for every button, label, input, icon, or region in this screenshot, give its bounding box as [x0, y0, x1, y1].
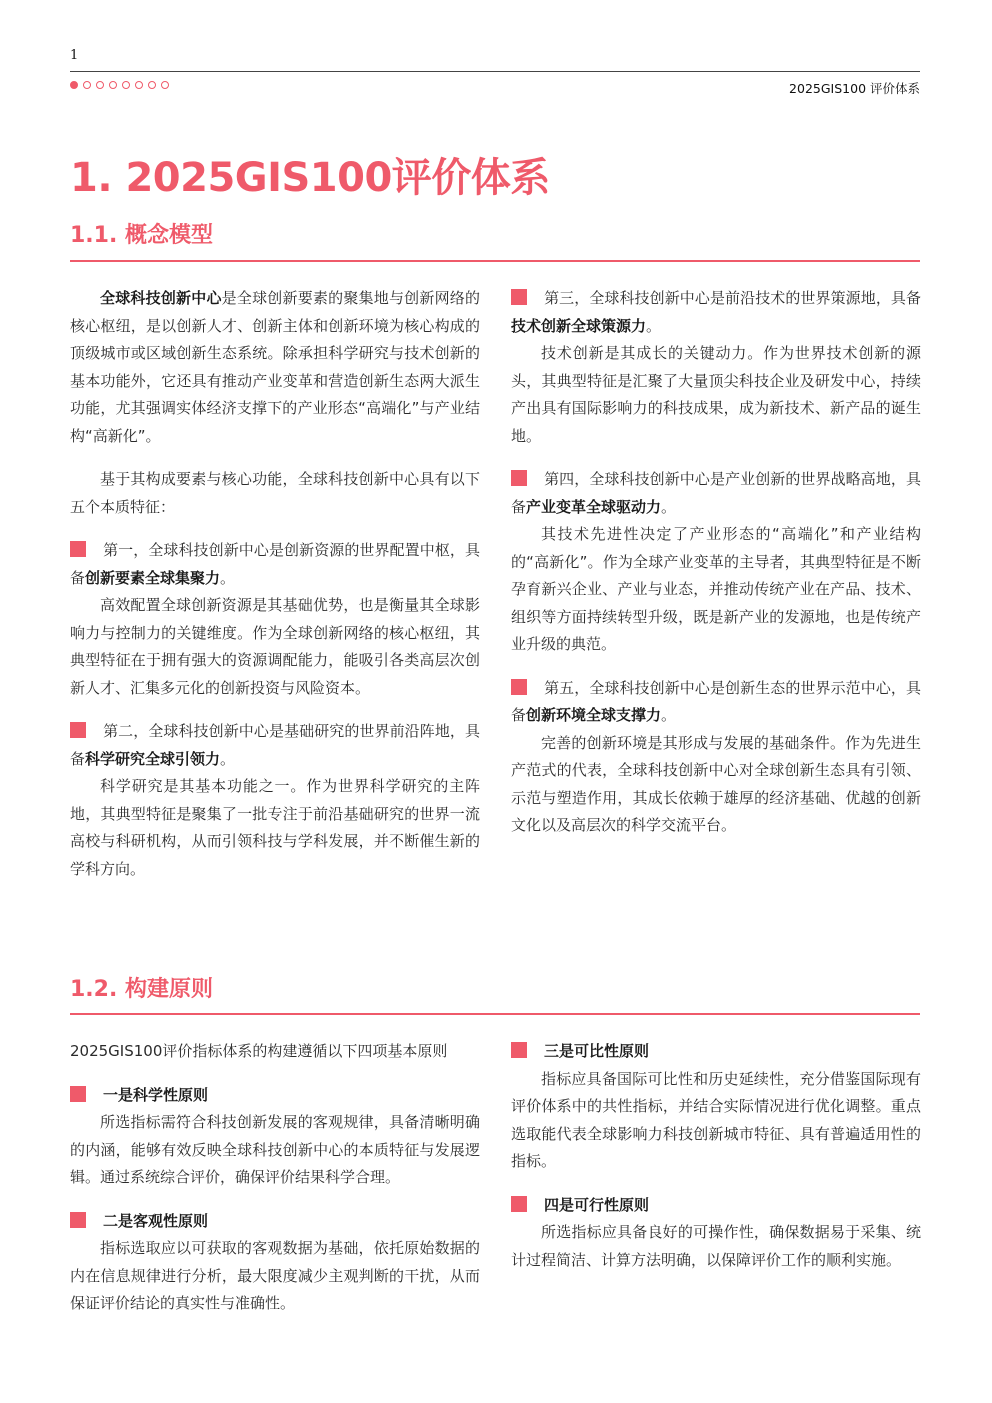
- feature-heading: 第五，全球科技创新中心是创新生态的世界示范中心，具备创新环境全球支撑力。: [511, 678, 921, 724]
- principle-body: 指标应具备国际可比性和历史延续性，充分借鉴国际现有评价体系中的共性指标，并结合实际情况进行优化调整。重点选取能代表全球影响力科技创新城市特征、具有普遍适用性的指标。: [511, 1069, 921, 1170]
- section-heading: 1.1. 概念模型: [70, 223, 213, 248]
- feature-heading: 第三，全球科技创新中心是前沿技术的世界策源地，具备技术创新全球策源力。: [511, 289, 921, 335]
- intro-bold: 全球科技创新中心: [100, 289, 222, 307]
- progress-dot: [83, 81, 91, 89]
- section2-right-column: [511, 1038, 921, 1274]
- square-bullet-icon: [511, 289, 527, 305]
- principles-intro: 2025GIS100评价指标体系的构建遵循以下四项基本原则: [70, 1042, 448, 1060]
- feature-body: 科学研究是其基本功能之一。作为世界科学研究的主阵地，其典型特征是聚集了一批专注于前沿基础研究的世界一流高校与科研机构，从而引领科技与学科发展，并不断催生新的学科方向。: [70, 777, 480, 878]
- square-bullet-icon: [70, 541, 86, 557]
- section-heading: 1.2. 构建原则: [70, 977, 213, 1002]
- feature-heading: 第二，全球科技创新中心是基础研究的世界前沿阵地，具备科学研究全球引领力。: [70, 722, 480, 768]
- principle-body: 所选指标需符合科技创新发展的客观规律，具备清晰明确的内涵，能够有效反映全球科技创新中心的本质特征与发展逻辑。通过系统综合评价，确保评价结果科学合理。: [70, 1113, 480, 1186]
- principle-heading: 二是客观性原则: [70, 1208, 480, 1236]
- feature-body: 完善的创新环境是其形成与发展的基础条件。作为先进生产范式的代表，全球科技创新中心对全球创新生态具有引领、示范与塑造作用，其成长依赖于雄厚的经济基础、优越的创新文化以及高层次的科学交流平台。: [511, 733, 921, 834]
- feature-body: 高效配置全球创新资源是其基础优势，也是衡量其全球影响力与控制力的关键维度。作为全球创新网络的核心枢纽，其典型特征在于拥有强大的资源调配能力，能吸引各类高层次创新人才、汇集多元化的创新投资与风险资本。: [70, 596, 480, 697]
- progress-dot-active: [70, 81, 78, 89]
- section1-right-column: [511, 285, 921, 840]
- principle-body: 指标选取应以可获取的客观数据为基础，依托原始数据的内在信息规律进行分析，最大限度减少主观判断的干扰，从而保证评价结论的真实性与准确性。: [70, 1239, 480, 1312]
- square-bullet-icon: [70, 722, 86, 738]
- section2-left-column: [70, 1038, 480, 1318]
- section1-left-column: [70, 285, 480, 883]
- running-title: 2025GIS100 评价体系: [789, 81, 920, 96]
- progress-dot: [109, 81, 117, 89]
- square-bullet-icon: [511, 1196, 527, 1212]
- lead-paragraph: 基于其构成要素与核心功能，全球科技创新中心具有以下五个本质特征：: [70, 470, 480, 516]
- page-number: 1: [70, 48, 79, 63]
- square-bullet-icon: [511, 679, 527, 695]
- principle-heading: 四是可行性原则: [511, 1192, 921, 1220]
- header-rule: [70, 71, 920, 72]
- section-rule: [70, 1013, 920, 1015]
- progress-dot: [135, 81, 143, 89]
- square-bullet-icon: [511, 470, 527, 486]
- feature-body: 其技术先进性决定了产业形态的“高端化”和产业结构的“高新化”。作为全球产业变革的主导者，其典型特征是不断孕育新兴企业、产业与业态，并推动传统产业在产品、技术、组织等方面持续转型升级，既是新产业的发源地，也是传统产业升级的典范。: [511, 525, 921, 653]
- feature-body: 技术创新是其成长的关键动力。作为世界技术创新的源头，其典型特征是汇聚了大量顶尖科技企业及研发中心，持续产出具有国际影响力的科技成果，成为新技术、新产品的诞生地。: [511, 344, 921, 445]
- progress-dot: [148, 81, 156, 89]
- intro-paragraph: [70, 285, 480, 450]
- progress-dot: [122, 81, 130, 89]
- feature-heading: 第四，全球科技创新中心是产业创新的世界战略高地，具备产业变革全球驱动力。: [511, 470, 921, 516]
- progress-dot: [96, 81, 104, 89]
- square-bullet-icon: [70, 1212, 86, 1228]
- square-bullet-icon: [511, 1042, 527, 1058]
- feature-heading: 第一，全球科技创新中心是创新资源的世界配置中枢，具备创新要素全球集聚力。: [70, 541, 480, 587]
- principle-heading: 三是可比性原则: [511, 1038, 921, 1066]
- progress-dots: [70, 81, 169, 89]
- principle-body: 所选指标应具备良好的可操作性，确保数据易于采集、统计过程简洁、计算方法明确，以保障评价工作的顺利实施。: [511, 1223, 921, 1269]
- square-bullet-icon: [70, 1086, 86, 1102]
- page-title: 1. 2025GIS100评价体系: [70, 155, 550, 201]
- intro-text: 是全球创新要素的聚集地与创新网络的核心枢纽，是以创新人才、创新主体和创新环境为核心构成的顶级城市或区域创新生态系统。除承担科学研究与技术创新的基本功能外，它还具有推动产业变革和营造创新生态两大派生功能，尤其强调实体经济支撑下的产业形态“高端化”与产业结构“高新化”。: [70, 289, 480, 445]
- progress-dot: [161, 81, 169, 89]
- principle-heading: 一是科学性原则: [70, 1082, 480, 1110]
- section-rule: [70, 260, 920, 262]
